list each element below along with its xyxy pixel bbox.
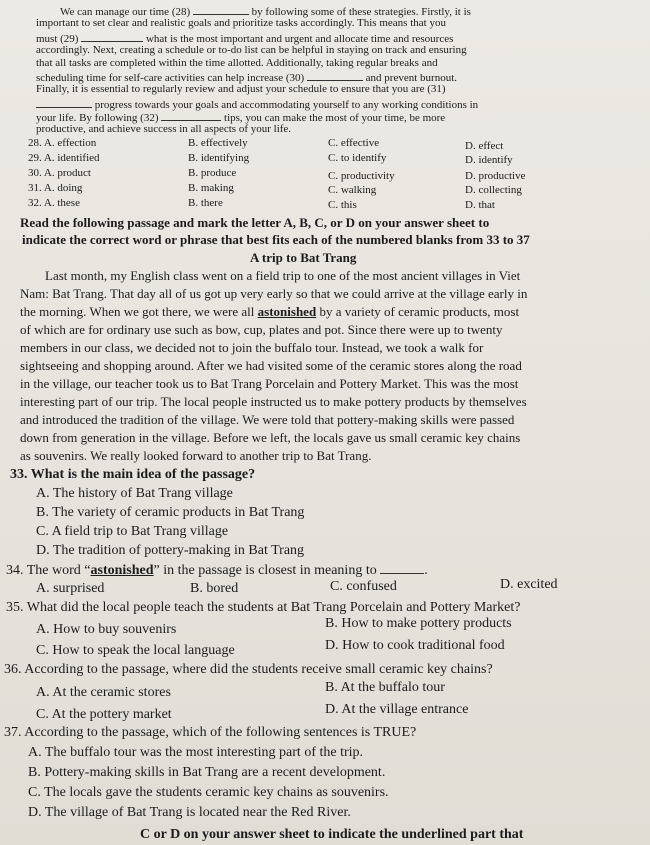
question-37-d[interactable]: D. The village of Bat Trang is located near the Red River. — [28, 805, 351, 820]
cloze-line-4: accordingly. Next, creating a schedule or to-do list can be helpful in staying on track and ensuring — [36, 44, 467, 56]
option-31-b[interactable]: B. making — [188, 182, 234, 194]
option-31-a[interactable]: A. doing — [43, 182, 83, 194]
blank-31 — [36, 97, 92, 108]
question-33-c[interactable]: C. A field trip to Bat Trang village — [36, 524, 229, 539]
option-30-c[interactable]: C. productivity — [328, 170, 395, 182]
question-34-d[interactable]: D. excited — [500, 577, 558, 592]
passage-line-4: of which are for ordinary use such as bow, cup, plates and pot. Since there were up to twenty — [20, 322, 503, 337]
option-row-28: 28. A. effection — [28, 137, 97, 149]
option-29-d[interactable]: D. identify — [465, 154, 513, 166]
option-31-c[interactable]: C. walking — [328, 184, 377, 196]
question-35-c[interactable]: C. How to speak the local language — [36, 643, 235, 658]
question-33-d[interactable]: D. The tradition of pottery-making in Bat Trang — [36, 543, 305, 558]
passage-line-1: Last month, my English class went on a field trip to one of the most ancient villages in Viet — [45, 268, 521, 283]
blank-30 — [307, 70, 363, 81]
cloze-line-7: Finally, it is essential to regularly review and adjust your schedule to ensure that you are (31) — [36, 83, 446, 95]
question-37-a[interactable]: A. The buffalo tour was the most interesting part of the trip. — [28, 745, 364, 760]
passage-line-3: the morning. When we got there, we were all astonished by a variety of ceramic products, most — [20, 304, 520, 319]
option-32-c[interactable]: C. this — [328, 199, 357, 211]
question-36-c[interactable]: C. At the pottery market — [36, 707, 172, 722]
passage-line-9: and introduced the tradition of the village. We were told that pottery-making skills were passed — [20, 412, 515, 427]
cloze-line-1: We can manage our time (28) by following some of these strategies. Firstly, it is — [60, 6, 471, 18]
passage-line-10: down from generation in the village. Before we left, the locals gave us small ceramic key chains — [20, 430, 521, 445]
question-37-stem: 37. According to the passage, which of the following sentences is TRUE? — [4, 725, 417, 740]
blank-32 — [161, 110, 221, 121]
cloze-line-2: important to set clear and realistic goals and prioritize tasks accordingly. This means that you — [36, 17, 446, 29]
option-28-b[interactable]: B. effectively — [188, 137, 248, 149]
option-32-d[interactable]: D. that — [465, 199, 495, 211]
question-35-a[interactable]: A. How to buy souvenirs — [36, 622, 177, 637]
cloze-line-6: scheduling time for self-care activities can help increase (30) and prevent burnout. — [36, 72, 458, 84]
option-32-b[interactable]: B. there — [188, 197, 223, 209]
question-36-stem: 36. According to the passage, where did the students receive small ceramic key chains? — [4, 662, 493, 677]
next-instruction-cut: C or D on your answer sheet to indicate the underlined part that — [140, 827, 524, 842]
option-row-29: 29. A. identified — [28, 152, 100, 164]
question-37-c[interactable]: C. The locals gave the students ceramic key chains as souvenirs. — [28, 785, 389, 800]
question-36-a[interactable]: A. At the ceramic stores — [36, 685, 171, 700]
question-36-d[interactable]: D. At the village entrance — [325, 702, 469, 717]
blank-34 — [380, 561, 424, 574]
question-34-c[interactable]: C. confused — [330, 579, 397, 594]
passage-line-2: Nam: Bat Trang. That day all of us got up very early so that we could arrive at the village early in — [20, 286, 528, 301]
question-34-stem: 34. The word “astonished” in the passage is closest in meaning to . — [6, 563, 428, 578]
question-37-b[interactable]: B. Pottery-making skills in Bat Trang are a recent development. — [28, 765, 386, 780]
option-row-30: 30. A. product — [28, 167, 91, 179]
option-28-a[interactable]: A. effection — [43, 137, 97, 149]
passage-line-6: sightseeing and shopping around. After we had visited some of the ceramic stores along the road — [20, 358, 522, 373]
passage-title: A trip to Bat Trang — [250, 250, 357, 265]
option-row-31: 31. A. doing — [28, 182, 83, 194]
question-34-b[interactable]: B. bored — [190, 581, 239, 596]
blank-28 — [193, 4, 249, 15]
option-29-a[interactable]: A. identified — [43, 152, 100, 164]
option-28-c[interactable]: C. effective — [328, 137, 380, 149]
instruction-line-2: indicate the correct word or phrase that best fits each of the numbered blanks from 33 to 37 — [22, 232, 530, 247]
option-29-b[interactable]: B. identifying — [188, 152, 250, 164]
cloze-line-9: your life. By following (32) tips, you can make the most of your time, be more — [36, 112, 446, 124]
cloze-line-5: that all tasks are completed within the time allotted. Additionally, taking regular breaks and — [36, 57, 438, 69]
question-36-b[interactable]: B. At the buffalo tour — [325, 680, 445, 695]
question-33-a[interactable]: A. The history of Bat Trang village — [36, 486, 233, 501]
option-30-d[interactable]: D. productive — [465, 170, 526, 182]
cloze-line-8: progress towards your goals and accommodating yourself to any working conditions in — [36, 97, 478, 111]
option-row-32: 32. A. these — [28, 197, 80, 209]
option-31-d[interactable]: D. collecting — [465, 184, 522, 196]
question-34-a[interactable]: A. surprised — [36, 581, 105, 596]
passage-line-7: in the village, our teacher took us to Bat Trang Porcelain and Pottery Market. This was the most — [20, 376, 519, 391]
option-30-b[interactable]: B. produce — [188, 167, 237, 179]
passage-line-8: interesting part of our trip. The local people instructed us to make pottery products by themselves — [20, 394, 527, 409]
option-29-c[interactable]: C. to identify — [328, 152, 387, 164]
cloze-line-10: productive, and achieve success in all aspects of your life. — [36, 123, 292, 135]
question-33-b[interactable]: B. The variety of ceramic products in Bat Trang — [36, 505, 305, 520]
option-30-a[interactable]: A. product — [43, 167, 91, 179]
cloze-line-3: must (29) what is the most important and urgent and allocate time and resources — [36, 33, 454, 45]
instruction-line-1: Read the following passage and mark the letter A, B, C, or D on your answer sheet to — [20, 215, 490, 230]
passage-line-5: members in our class, we decided not to join the buffalo tour. Instead, we took a walk for — [20, 340, 484, 355]
question-35-stem: 35. What did the local people teach the students at Bat Trang Porcelain and Pottery Market? — [6, 600, 521, 615]
blank-29 — [81, 31, 143, 42]
question-35-d[interactable]: D. How to cook traditional food — [325, 638, 505, 653]
option-28-d[interactable]: D. effect — [465, 140, 504, 152]
option-32-a[interactable]: A. these — [43, 197, 80, 209]
underlined-word-astonished: astonished — [257, 304, 317, 319]
question-35-b[interactable]: B. How to make pottery products — [325, 616, 512, 631]
question-33-stem: 33. What is the main idea of the passage? — [10, 467, 256, 482]
passage-line-11: as souvenirs. We really looked forward to another trip to Bat Trang. — [20, 448, 372, 463]
